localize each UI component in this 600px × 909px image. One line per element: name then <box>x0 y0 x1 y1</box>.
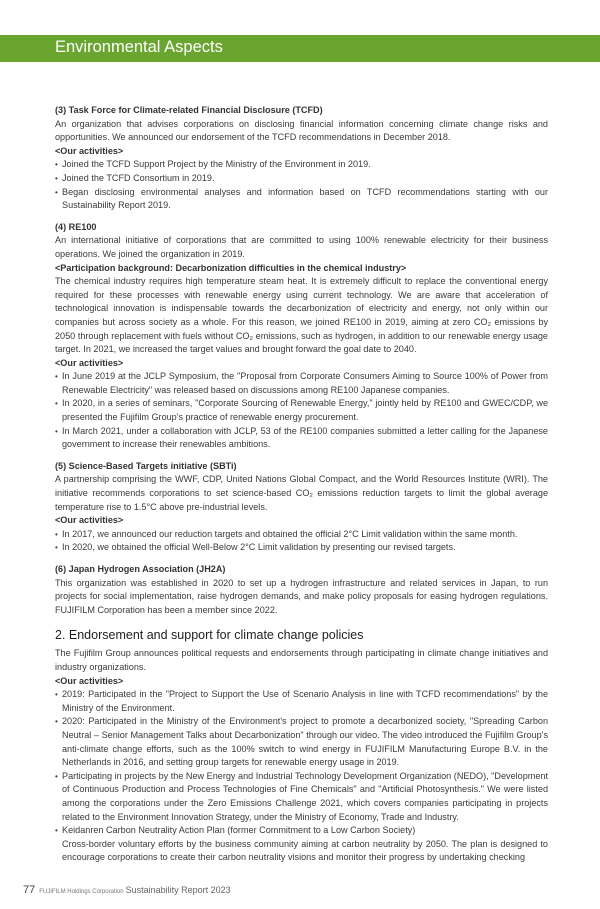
list-item: • In 2020, we obtained the official Well-Below 2°C Limit validation by presenting our revised targets. <box>55 541 548 555</box>
page-title: Environmental Aspects <box>55 38 223 56</box>
re100-background: The chemical industry requires high temperature steam heat. It is extremely difficult to replace the conventional energy required for these processes with renewable energy using current technology. We are aware that acceleration of technological innovation is indispensable towards the decarbonization of electricity and energy, not only within our companies but across society as a whole. For this reason, we joined RE100 in 2019, aiming at zero CO₂ emissions by 2050 through replacement with fuels without CO₂ emissions, such as hydrogen, in addition to our renewable energy usage target. In 2021, we increased the target values and brought forward the goal date to 2040. <box>55 276 548 355</box>
jh2a-heading: (6) Japan Hydrogen Association (JH2A) <box>55 564 226 574</box>
sbti-activities-label: <Our activities> <box>55 515 124 526</box>
re100-activities-label: <Our activities> <box>55 357 124 368</box>
tcfd-section <box>55 104 548 213</box>
section-header-band <box>0 35 600 62</box>
footer-report: Sustainability Report 2023 <box>125 884 231 895</box>
re100-background-label: <Participation background: Decarbonization difficulties in the chemical industry> <box>55 262 407 273</box>
footer-corp: FUJIFILM Holdings Corporation <box>39 888 124 895</box>
list-item: • Began disclosing environmental analyses and information based on TCFD recommendations starting with our Sustainability Report 2019. <box>55 186 548 213</box>
jh2a-section <box>55 563 548 617</box>
jh2a-body: This organization was established in 2020 to set up a hydrogen infrastructure and related services in Japan, to run projects for social implementation, raise hydrogen demands, and make policy proposals for easing hydrogen regulations. FUJIFILM Corporation has been a member since 2022. <box>55 577 548 615</box>
page-number: 77 <box>23 883 36 896</box>
list-item: • 2019: Participated in the "Project to Support the Use of Scenario Analysis in line with TCFD recommendations" by the Ministry of the Environment. <box>55 688 548 715</box>
sbti-section <box>55 460 548 555</box>
section2-activities-label: <Our activities> <box>55 675 124 686</box>
list-item: • Joined the TCFD Consortium in 2019. <box>55 172 548 186</box>
sbti-heading: (5) Science-Based Targets initiative (SBTi) <box>55 460 237 471</box>
list-item: • Joined the TCFD Support Project by the Ministry of the Environment in 2019. <box>55 158 548 172</box>
re100-heading: (4) RE100 <box>55 221 97 232</box>
tcfd-heading: (3) Task Force for Climate-related Financial Disclosure (TCFD) <box>55 105 323 115</box>
list-item: • Participating in projects by the New Energy and Industrial Technology Development Organization (NEDO), "Development of Continuous Production and Process Technologies of Fine Chemicals" and "Artificial Photosynthesis." We were listed among the corporations under the Zero Emissions Challenge 2021, which covers companies participating in projects related to the Environment Innovation Strategy, under the Ministry of Economy, Trade and Industry. <box>55 770 548 824</box>
tcfd-activities-label: <Our activities> <box>55 145 124 156</box>
list-item: • Keidanren Carbon Neutrality Action Plan (former Commitment to a Low Carbon Society) <box>55 824 548 838</box>
keidanren-detail: Cross-border voluntary efforts by the business community aiming at carbon neutrality by 2050. The plan is designed to encourage corporations to create their carbon neutrality visions and monitor their progress by undertaking checking <box>62 838 548 863</box>
footer <box>23 883 548 909</box>
section2 <box>55 647 548 865</box>
list-item: • In 2017, we announced our reduction targets and obtained the official 2°C Limit validation within the same month. <box>55 528 548 542</box>
section2-heading: 2. Endorsement and support for climate change policies <box>55 628 364 643</box>
tcfd-body: An organization that advises corporations on disclosing financial information concerning climate change risks and opportunities. We announced our endorsement of the TCFD recommendations in December 2018. <box>55 118 548 143</box>
sbti-body: A partnership comprising the WWF, CDP, United Nations Global Compact, and the World Resources Institute (WRI). The initiative recommends corporations to set science-based CO₂ emissions reduction targets to limit the global average temperature rise to 1.5°C above pre-industrial levels. <box>55 474 548 512</box>
list-item: • In 2020, in a series of seminars, "Corporate Sourcing of Renewable Energy," jointly held by RE100 and GWEC/CDP, we presented the Fujifilm Group's practice of renewable energy procurement. <box>55 397 548 424</box>
list-item: • In June 2019 at the JCLP Symposium, the "Proposal from Corporate Consumers Aiming to Source 100% of Power from Renewable Electricity" was released based on discussions among RE100 Japanese companies. <box>55 370 548 397</box>
re100-body: An international initiative of corporations that are committed to using 100% renewable electricity for their business operations. We joined the organization in 2019. <box>55 235 548 259</box>
list-item: • 2020: Participated in the Ministry of the Environment's project to promote a decarbonized society, "Spreading Carbon Neutral – Senior Management Talks about Decarbonization" through our video. The video introduced the Fujifilm Group's anti-climate change efforts, such as the 100% switch to wind energy in FUJIFILM Manufacturing Europe B.V. in the Netherlands in 2016, and setting group targets for renewable energy usage in 2019. <box>55 715 548 769</box>
list-item: • In March 2021, under a collaboration with JCLP, 53 of the RE100 companies submitted a letter calling for the Japanese government to increase their renewables ambitions. <box>55 425 548 452</box>
re100-section <box>55 221 548 452</box>
section2-body: The Fujifilm Group announces political requests and endorsements through participating in climate change initiatives and industry organizations. <box>55 648 548 672</box>
